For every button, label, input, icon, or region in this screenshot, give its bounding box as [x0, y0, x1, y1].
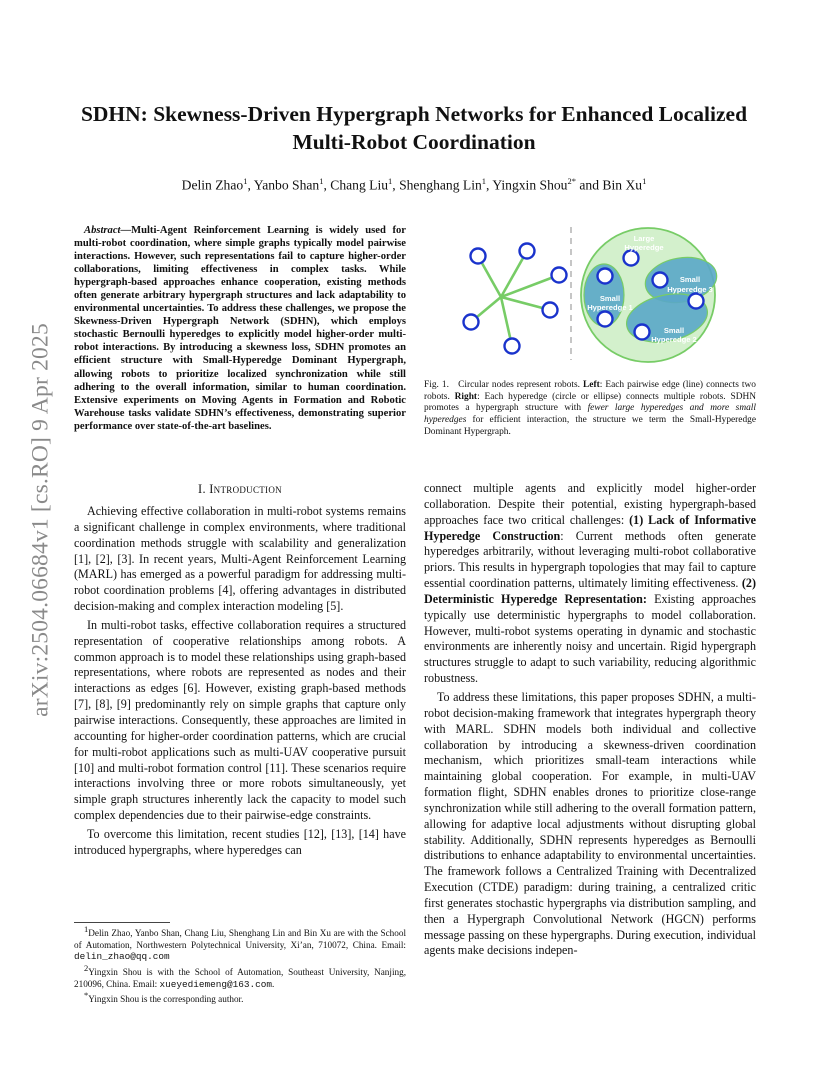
- section-heading-text: I. Introduction: [198, 482, 282, 496]
- footnote-2-text: Yingxin Shou is with the School of Automation, Southeast University, Nanjing, 210096, China. Email:: [74, 966, 406, 989]
- robot-node: [624, 251, 639, 266]
- large-hyperedge-label-2: Hyperedge: [624, 243, 664, 252]
- author-name: Bin Xu: [602, 177, 643, 193]
- right-p1-text-a: connect multiple agents and explicitly model higher-order collaboration. Despite their potential, existing hypergraph-based approaches face two critical challenges:: [424, 481, 756, 527]
- footnote-rule: [74, 922, 170, 923]
- caption-right-label: Right: [454, 391, 478, 402]
- footnotes: [74, 924, 406, 1006]
- footnote-2-end: .: [272, 978, 275, 989]
- footnote-1-email[interactable]: delin_zhao@qq.com: [74, 951, 170, 963]
- robot-node: [598, 312, 613, 327]
- robot-node: [653, 273, 668, 288]
- intro-paragraph-3: To overcome this limitation, recent studies [12], [13], [14] have introduced hypergraphs, where hyperedges can: [74, 826, 406, 857]
- footnote-1-text: Delin Zhao, Yanbo Shan, Chang Liu, Shenghang Lin and Bin Xu are with the School of Automation, Northwestern Polytechnical University, Xi’an, 710072, China. Email:: [74, 928, 406, 950]
- caption-part-2: : Each pairwise edge (line) connects two robots.: [424, 380, 756, 402]
- footnote-1: [74, 924, 406, 963]
- footnote-3-text: Yingxin Shou is the corresponding author.: [88, 994, 244, 1005]
- right-p1-text-c: : Current methods often generate hyperedges arbitrarily, without leveraging multi-robot collaborative priors. This results in hypergraph topologies that may fail to capture essential coordination patterns, ultimately limiting effectiveness.: [424, 528, 756, 591]
- robot-node: [689, 294, 704, 309]
- figure-1-caption: [424, 380, 756, 439]
- large-hyperedge-label-1: Large: [633, 234, 655, 243]
- abstract: Abstract—Multi-Agent Reinforcement Learning is widely used for multi-robot coordination, where simple graphs typically model pairwise interactions. However, such representations fail to capture higher-order collaborations, limiting effectiveness in complex tasks. While hypergraph-based approaches enhance cooperation, existing methods often generate arbitrary hypergraph structures and lack adaptability to environmental uncertainties. To address these challenges, we propose the Skewness-Driven Hypergraph Network (SDHN), which employs stochastic Bernoulli hyperedges to explicitly model higher-order multi-robot interactions. By introducing a skewness loss, SDHN promotes an efficient structure with Small-Hyperedge Dominant Hypergraph, allowing robots to prioritize localized synchronization while still adhering to the overall information, similar to human coordination. Extensive experiments on Moving Agents in Formation and Robotic Warehouse tasks validate SDHN’s effectiveness, demonstrating superior performance over state-of-the-art baselines.: [74, 225, 406, 432]
- footnote-2: [74, 963, 406, 990]
- hypergraph: [581, 228, 720, 362]
- footnote-3: [74, 990, 406, 1006]
- pairwise-graph: [464, 244, 567, 354]
- figure-1-diagram: [452, 224, 752, 364]
- section-heading-introduction: [74, 482, 406, 497]
- caption-left-label: Left: [583, 380, 600, 390]
- robot-node: [471, 249, 486, 264]
- robot-node: [543, 303, 558, 318]
- title-line-2: Multi-Robot Coordination: [292, 130, 536, 154]
- right-p1-text-e: Existing approaches typically use deterministic hypergraphs to model collaboration. However, multi-robot systems operating in dynamic and stochastic environments are inherently noisy and uncertain. Rigid hypergraph structures struggle to adapt to such variability, reducing algorithmic robustness.: [424, 591, 756, 686]
- challenge-2-label: (2) Deterministic Hyperedge Representation:: [424, 576, 756, 606]
- author-affil: 1: [243, 176, 248, 186]
- challenge-1-label: (1) Lack of Informative Hyperedge Construction: [424, 512, 756, 543]
- caption-part-1: Circular nodes represent robots.: [458, 380, 584, 390]
- author-affil: 1: [481, 176, 487, 186]
- small-hyperedge-2-label-1: Small: [663, 326, 685, 335]
- title-line-1: SDHN: Skewness-Driven Hypergraph Networks for Enhanced Localized: [80, 102, 748, 126]
- intro-left-column: [74, 504, 406, 862]
- footnote-2-email[interactable]: xueyediemeng@163.com: [159, 978, 273, 990]
- robot-node: [635, 325, 650, 340]
- author-affil: 2*: [567, 176, 576, 186]
- author-name: Shenghang Lin: [399, 177, 482, 193]
- robot-node: [505, 339, 520, 354]
- intro-paragraph-1: Achieving effective collaboration in multi-robot systems remains a significant challenge in complex environments, where traditional coordination methods struggle with scalability and generalization [1], [2], [3]. In recent years, Multi-Agent Reinforcement Learning (MARL) has emerged as a powerful paradigm for addressing multi-robot coordination problems [4], offering advantages in distributed decision-making and complex interaction modeling [5].: [74, 504, 406, 614]
- abstract-label: Abstract: [84, 225, 121, 236]
- right-paragraph-1: [424, 481, 756, 687]
- intro-paragraph-2: In multi-robot tasks, effective collaboration requires a structured representation of cooperative relationships among robots. A common approach is to model these relationships using graph-based representations, where robots are represented as nodes and their interactions as edges [6]. However, existing graph-based methods [7], [8], [9] predominantly rely on simple graphs that capture only pairwise interactions. Consequently, these approaches are limited in accounting for higher-order coordination patterns, which are crucial for multi-robot applications such as multi-UAV cooperative pursuit [10] and multi-robot formation control [11]. These scenarios require interactions involving three or more robots simultaneously, yet simple graph structures inherently lack the capacity to model such complex dependencies due to their pairwise-edge constraints.: [74, 617, 406, 823]
- arxiv-id-text: arXiv:2504.06684v1 [cs.RO] 9 Apr 2025: [27, 323, 54, 717]
- caption-italic: fewer large hyperedges and more small hyperedges: [424, 403, 756, 426]
- author-name: Delin Zhao: [181, 177, 244, 193]
- author-affil: 1: [642, 176, 647, 186]
- caption-part-3: : Each hyperedge (circle or ellipse) connects multiple robots. SDHN promotes a hypergraph structure with: [424, 391, 756, 414]
- author-list: Delin Zhao$^1$, Yanbo Shan$^1$, Chang Liu$^1$, Shenghang Lin$^1$, Yingxin Shou$^{2*}$ and Bin Xu$^1$: [181, 176, 647, 193]
- small-hyperedge-1-label-1: Small: [599, 294, 621, 303]
- small-hyperedge-3-label-1: Small: [679, 275, 701, 284]
- small-hyperedge-1-label-2: Hyperedge 1: [587, 303, 633, 312]
- robot-node: [464, 315, 479, 330]
- pairwise-edge: [501, 275, 559, 297]
- intro-right-column: [424, 481, 756, 962]
- robot-node: [598, 269, 613, 284]
- footnote-2-mark: 2: [84, 962, 89, 973]
- author-name: Chang Liu: [330, 177, 389, 193]
- author-name: Yanbo Shan: [253, 177, 320, 193]
- author-affil: 1: [319, 176, 324, 186]
- author-affil: 1: [388, 176, 393, 186]
- caption-prefix: Fig. 1.: [424, 380, 449, 390]
- caption-part-4: for efficient interaction, the structure we term the Small-Hyperedge Dominant Hypergraph.: [424, 415, 756, 437]
- robot-node: [552, 268, 567, 283]
- abstract-text: Multi-Agent Reinforcement Learning is widely used for multi-robot coordination, where simple graphs typically model pairwise interactions. However, such representations fail to capture higher-order collaborations, limiting effectiveness in complex tasks. While hypergraph-based approaches enhance cooperation, existing methods often generate arbitrary hypergraph structures and lack adaptability to environmental uncertainties. To address these challenges, we propose the Skewness-Driven Hypergraph Network (SDHN), which employs stochastic Bernoulli hyperedges to explicitly model higher-order multi-robot interactions. By introducing a skewness loss, SDHN promotes an efficient structure with Small-Hyperedge Dominant Hypergraph, allowing robots to prioritize localized synchronization while still adhering to the overall information, similar to human coordination. Extensive experiments on Moving Agents in Formation and Robotic Warehouse tasks validate SDHN’s effectiveness, demonstrating superior performance over state-of-the-art baselines.: [74, 225, 406, 432]
- footnote-1-mark: 1: [84, 924, 89, 934]
- author-name: Yingxin Shou: [492, 177, 568, 193]
- footnote-3-mark: *: [84, 990, 89, 1001]
- small-hyperedge-2-label-2: Hyperedge 2: [651, 335, 697, 344]
- paper-title: [70, 100, 758, 156]
- arxiv-identifier: [21, 290, 61, 750]
- small-hyperedge-3-label-2: Hyperedge 3: [667, 285, 713, 294]
- right-paragraph-2: To address these limitations, this paper proposes SDHN, a multi-robot decision-making framework that integrates hypergraph theory with MARL. SDHN models both individual and collective collaboration by introducing a skewness-driven coordination mechanism, which prioritizes small-team interactions while maintaining global cooperation. For example, in multi-UAV formation flight, SDHN enables drones to prioritize close-range synchronization while still adhering to the overall formation pattern, allowing for adaptive local adjustments without disrupting global stability. Additionally, SDHN represents hyperedges as Bernoulli distributions to enhance adaptability to environmental uncertainties. The framework follows a Centralized Training with Decentralized Execution (CTDE) paradigm: during training, a centralized critic first generates stochastic hypergraphs via distribution sampling, and then a Hypergraph Convolutional Network (HGCN) performs message passing on these hypergraphs. During execution, individual agents make decisions indepen-: [424, 689, 756, 958]
- robot-node: [520, 244, 535, 259]
